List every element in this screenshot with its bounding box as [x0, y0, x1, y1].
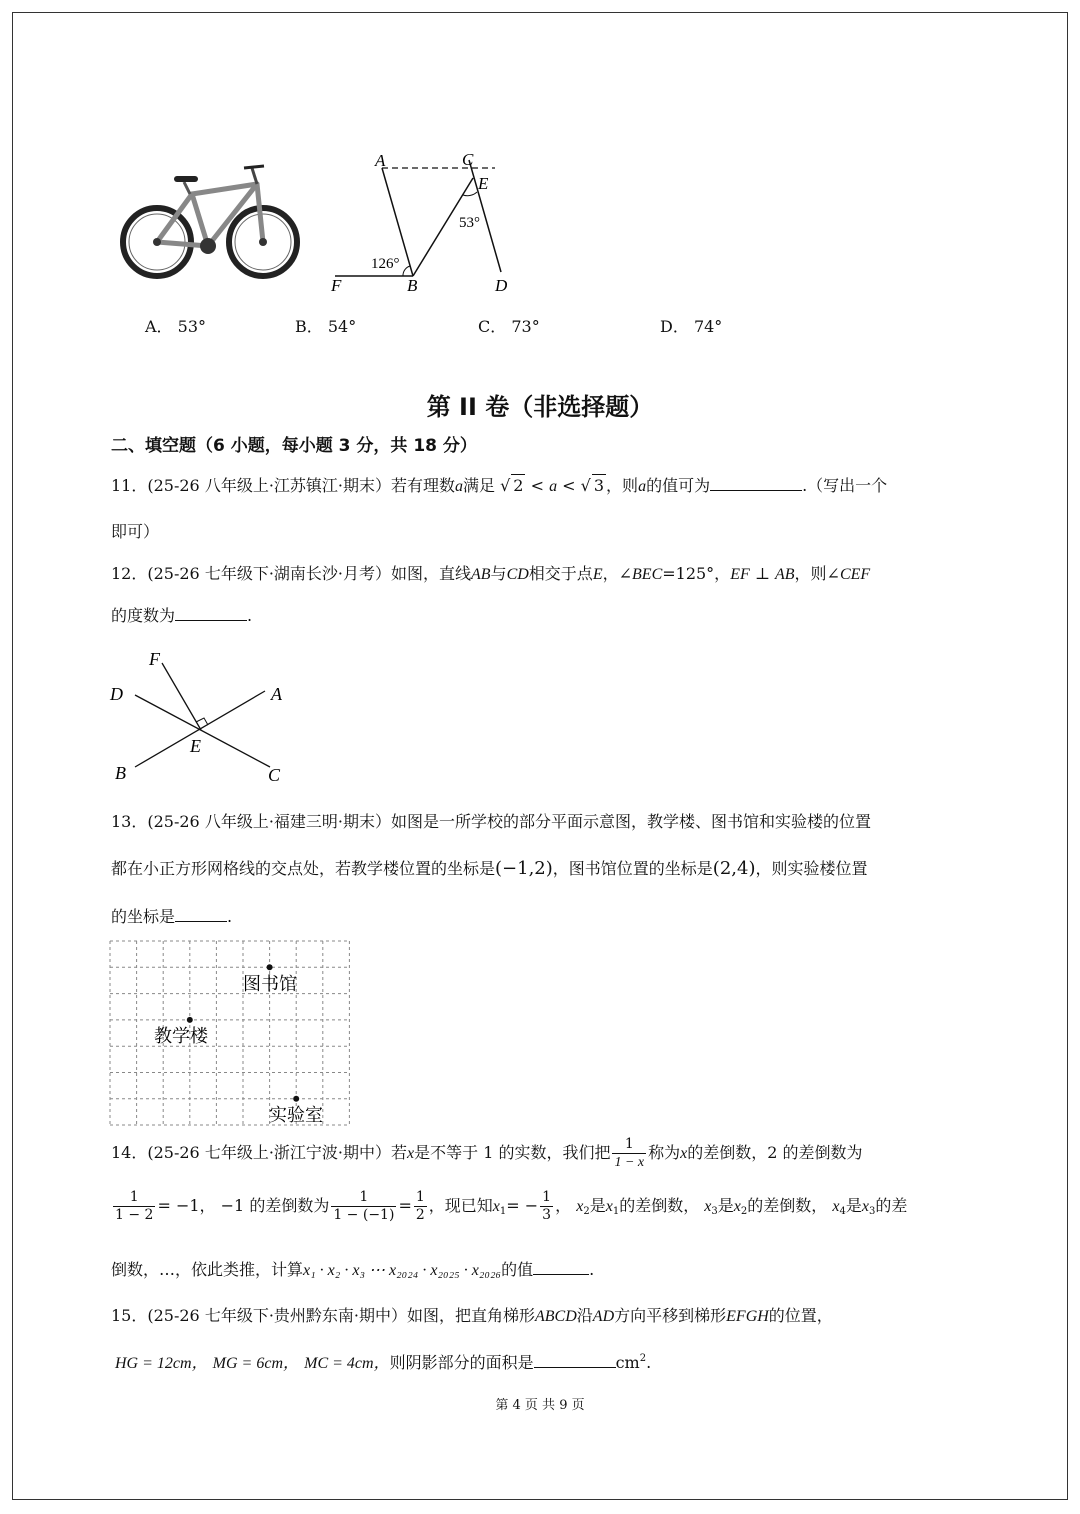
teaching-building-point — [187, 1017, 193, 1023]
teaching-building-label: 教学楼 — [154, 1026, 208, 1046]
option-c: C． 73° — [478, 317, 540, 336]
option-d: D． 74° — [660, 317, 723, 336]
q15-answer-blank[interactable] — [534, 1351, 616, 1368]
part2-title: 第 II 卷（非选择题） — [426, 393, 654, 421]
q12-label-a: A — [271, 684, 282, 704]
q12-figure — [105, 645, 305, 790]
lab-label: 实验室 — [269, 1105, 323, 1125]
q11-line2: 即可） — [111, 522, 160, 541]
q14-line3: 倒数，…，依此类推，计算x₁ · x₂ · x₃ ⋯ x₂₀₂₄ · x₂₀₂₅ · x₂₀₂₆的值 . — [111, 1260, 595, 1279]
q12-label-b: B — [115, 763, 126, 783]
q12-answer-blank[interactable] — [175, 604, 247, 621]
q15-line1: 15．(25-26 七年级下·贵州黔东南·期中）如图，把直角梯形ABCD沿AD方向平移到梯形EFGH的位置， — [111, 1306, 833, 1325]
q15-line2: HG = 12cm， MG = 6cm， MC = 4cm，则阴影部分的面积是 $cm^2$. — [115, 1353, 652, 1372]
q12-label-c: C — [268, 765, 281, 785]
q12-label-d: D — [110, 684, 123, 704]
q13-line2: 都在小正方形网格线的交点处，若教学楼位置的坐标是(−1,2)，图书馆位置的坐标是(2,4)，则实验楼位置 — [111, 858, 868, 879]
q11-line1: 11．(25-26 八年级上·江苏镇江·期末）若有理数a满足 √ 2 < a < √ 3 ，则a的值可为 .（写出一个 — [111, 476, 888, 495]
library-point — [267, 964, 273, 970]
option-b: B． 54° — [295, 317, 357, 336]
label-a: A — [375, 151, 386, 170]
q14-answer-blank[interactable] — [533, 1258, 589, 1275]
section2-heading: 二、填空题（6 小题，每小题 3 分，共 18 分） — [111, 436, 477, 456]
bicycle-image — [112, 160, 308, 285]
q11-answer-blank[interactable] — [710, 474, 802, 491]
library-label: 图书馆 — [243, 974, 297, 994]
q12-label-e: E — [190, 736, 201, 756]
label-e: E — [478, 174, 489, 193]
label-b: B — [407, 276, 418, 295]
q13-grid-figure — [109, 940, 353, 1126]
option-a: A． 53° — [145, 317, 207, 336]
label-d: D — [495, 276, 508, 295]
q14-line2: $\frac{1}{1 - 2}$ = −1， −1 的差倒数为 $\frac{1}{1 - (-1)}$ = $\frac{1}{2}$ ，现已知$x_1=$ − $\frac{1}{3}$ ， $x_2$是$x_1$的差倒数， $x_3$是$x_2$的差倒数， $x_4$是$x_3$的差 — [115, 1189, 908, 1223]
label-c: C — [462, 150, 474, 169]
angle-b-label: 126° — [371, 256, 400, 272]
angle-e-label: 53° — [459, 215, 480, 231]
q13-line1: 13．(25-26 八年级上·福建三明·期末）如图是一所学校的部分平面示意图，教学楼、图书馆和实验楼的位置 — [111, 812, 871, 831]
q12-line2: 的度数为 . — [111, 606, 253, 625]
label-f: F — [331, 276, 342, 295]
q14-line1: 14．(25-26 七年级上·浙江宁波·期中）若x是不等于 1 的实数，我们把 $\frac{1}{1 - x}$ 称为x的差倒数，2 的差倒数为 — [111, 1136, 863, 1170]
lab-point — [293, 1096, 299, 1102]
q10-geometry-figure — [325, 148, 525, 298]
q12-line1: 12．(25-26 七年级下·湖南长沙·月考）如图，直线AB与CD相交于点E，∠BEC=125°，EF ⊥ AB，则∠CEF — [111, 564, 871, 583]
q13-answer-blank[interactable] — [175, 905, 227, 922]
q12-label-f: F — [149, 649, 160, 669]
page-footer: 第 4 页 共 9 页 — [495, 1398, 585, 1413]
q13-line3: 的坐标是 . — [111, 907, 233, 926]
